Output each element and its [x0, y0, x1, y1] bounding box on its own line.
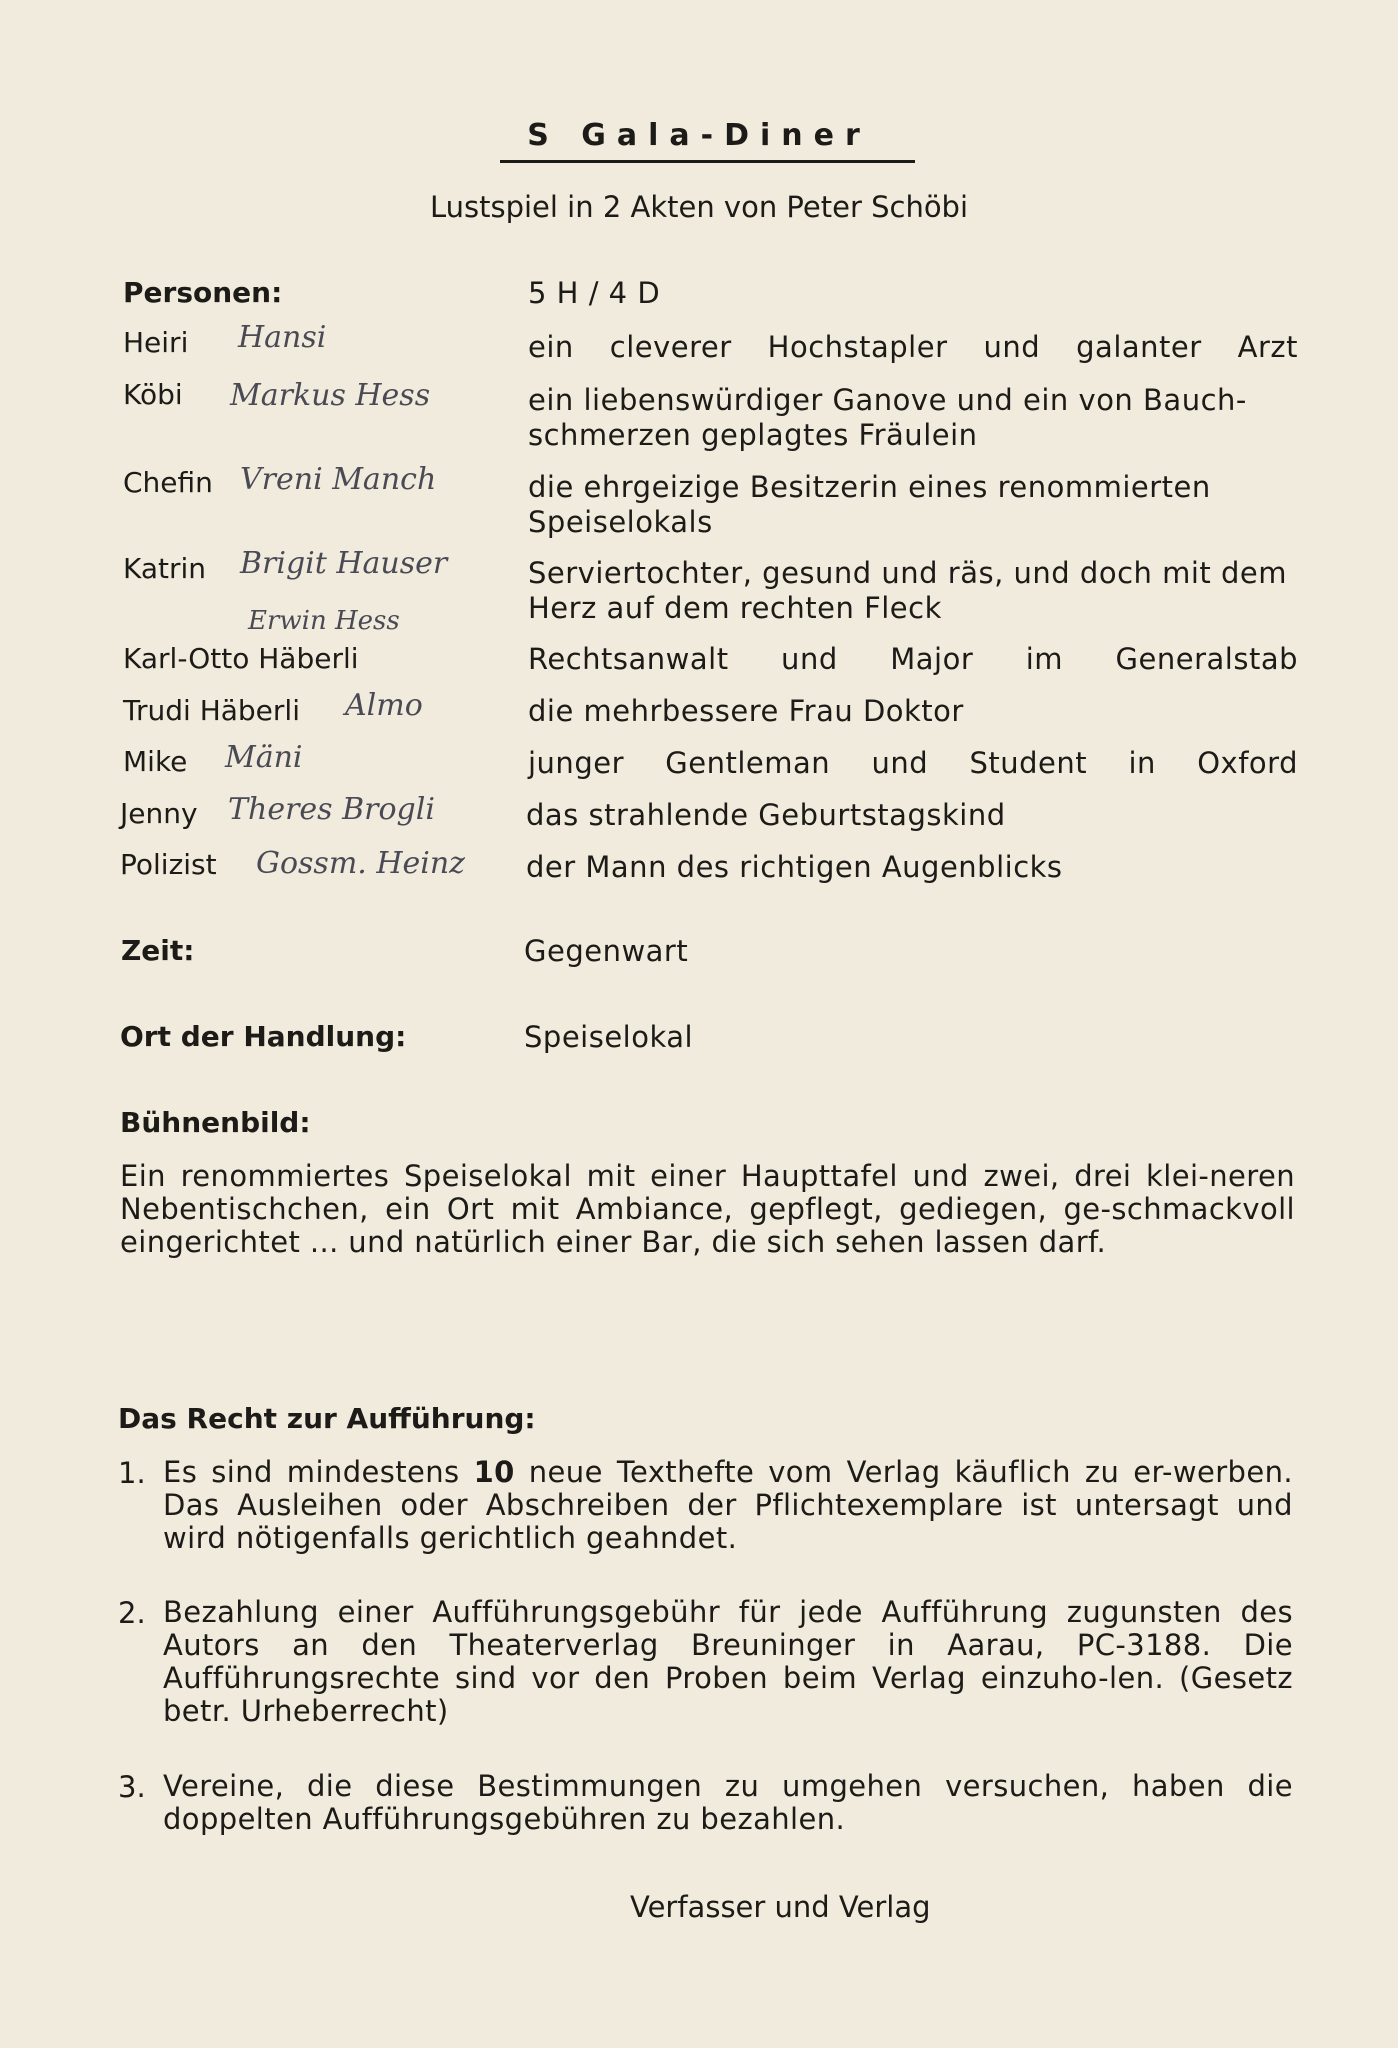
cast-role-description: Serviertochter, gesund und räs, und doch mit dem Herz auf dem rechten Fleck	[528, 556, 1288, 625]
place-value: Speiselokal	[524, 1020, 694, 1054]
cast-actor-handwritten: Mäni	[225, 740, 303, 775]
cast-role-name: Köbi	[123, 378, 183, 411]
cast-role-name: Mike	[123, 745, 188, 778]
cast-actor-handwritten: Gossm. Heinz	[256, 846, 465, 881]
cast-actor-handwritten: Brigit Hauser	[240, 546, 448, 581]
cast-role-description: das strahlende Geburtstagskind	[526, 798, 1006, 832]
rights-item-number: 1.	[118, 1456, 146, 1490]
rights-item-2: Bezahlung einer Aufführungsgebühr für jede Aufführung zugunsten des Autors an den Theaterverlag Breuninger in Aarau, PC-3188. Die Aufführungsrechte sind vor den Proben beim Verlag einzuho-len. (Gesetz betr. Urheberrecht)	[163, 1595, 1293, 1728]
place-label: Ort der Handlung:	[120, 1020, 407, 1053]
cast-role-name: Karl-Otto Häberli	[123, 642, 359, 675]
cast-role-name: Jenny	[120, 797, 198, 830]
rights-item-emphasis: 10	[473, 1455, 515, 1489]
cast-actor-handwritten: Theres Brogli	[228, 792, 435, 827]
cast-heading: Personen:	[123, 276, 283, 309]
rights-item-text: Es sind mindestens	[163, 1455, 474, 1489]
cast-role-name: Polizist	[120, 848, 217, 881]
cast-role-name: Heiri	[123, 326, 189, 359]
cast-role-name: Chefin	[123, 466, 213, 499]
stage-heading: Bühnenbild:	[120, 1106, 311, 1139]
cast-role-name: Katrin	[123, 552, 207, 585]
cast-role-description: junger Gentleman und Student in Oxford	[528, 746, 1298, 780]
rights-item-number: 3.	[118, 1770, 146, 1804]
rights-item-1	[163, 1456, 1293, 1555]
cast-role-description: der Mann des richtigen Augenblicks	[526, 850, 1063, 884]
cast-count: 5 H / 4 D	[528, 276, 661, 310]
document-title: S Gala-Diner	[527, 118, 871, 153]
cast-role-description: Rechtsanwalt und Major im Generalstab	[528, 642, 1298, 676]
rights-heading: Das Recht zur Aufführung:	[118, 1402, 536, 1435]
cast-actor-handwritten: Markus Hess	[230, 378, 431, 413]
cast-actor-handwritten: Hansi	[238, 320, 327, 355]
time-label: Zeit:	[121, 934, 195, 967]
cast-role-description: die mehrbessere Frau Doktor	[528, 694, 964, 728]
cast-actor-handwritten: Vreni Manch	[240, 462, 437, 497]
rights-item-3: Vereine, die diese Bestimmungen zu umgehen versuchen, haben die doppelten Aufführungsgebühren zu bezahlen.	[163, 1769, 1293, 1836]
cast-role-description: ein liebenswürdiger Ganove und ein von Bauch-schmerzen geplagtes Fräulein	[528, 383, 1247, 452]
rights-item-number: 2.	[118, 1596, 146, 1630]
cast-actor-handwritten: Erwin Hess	[248, 606, 400, 636]
time-value: Gegenwart	[524, 934, 689, 968]
cast-role-name: Trudi Häberli	[123, 694, 300, 727]
stage-description: Ein renommiertes Speiselokal mit einer Haupttafel und zwei, drei klei-neren Nebentischchen, ein Ort mit Ambiance, gepflegt, gediegen, ge-schmackvoll eingerichtet ... und natürlich einer Bar, die sich sehen lassen darf.	[120, 1159, 1295, 1259]
document-subtitle: Lustspiel in 2 Akten von Peter Schöbi	[429, 190, 969, 224]
title-underline	[500, 160, 915, 163]
cast-role-description: die ehrgeizige Besitzerin eines renommierten Speiselokals	[528, 470, 1211, 539]
rights-item-text: neue Texthefte vom Verlag käuflich zu er-werben. Das Ausleihen oder Abschreiben der Pflichtexemplare ist untersagt und wird nötigenfalls gerichtlich geahndet.	[163, 1455, 1293, 1555]
cast-actor-handwritten: Almo	[345, 688, 423, 723]
signature: Verfasser und Verlag	[630, 1890, 931, 1924]
cast-role-description: ein cleverer Hochstapler und galanter Arzt	[528, 330, 1298, 364]
